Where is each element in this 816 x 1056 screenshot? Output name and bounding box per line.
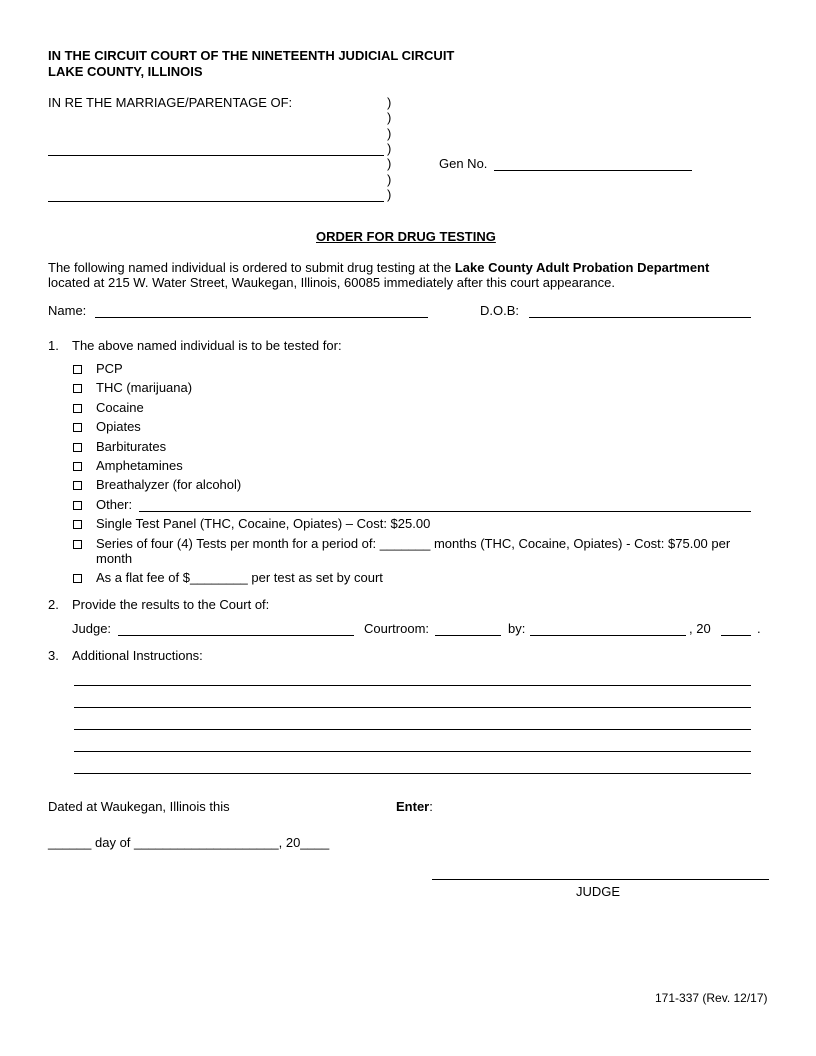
section-2-number: 2.	[48, 597, 59, 612]
paren: )	[387, 126, 392, 141]
paren: )	[387, 95, 392, 110]
checkbox-single-test-panel[interactable]	[73, 520, 82, 529]
judge-signature-label: JUDGE	[576, 884, 621, 899]
option-label: Barbiturates	[96, 439, 167, 454]
series-label: Series of four (4) Tests per month for a period of: _______ months (THC, Cocaine, Opiates) - Cost: $75.00 per	[96, 536, 731, 551]
intro-text: The following named individual is ordered to submit drug testing at the	[48, 260, 455, 275]
series-label-cont: month	[96, 551, 133, 566]
instructions-line[interactable]	[74, 707, 751, 708]
flat-fee-label: As a flat fee of $________ per test as set by court	[96, 570, 383, 585]
dob-label: D.O.B:	[480, 303, 520, 318]
name-label: Name:	[48, 303, 87, 318]
option-label: THC (marijuana)	[96, 380, 193, 395]
paren: )	[387, 172, 392, 187]
checkbox-flat-fee[interactable]	[73, 574, 82, 583]
courtroom-line[interactable]	[435, 635, 501, 636]
checkbox-amphetamines[interactable]	[73, 462, 82, 471]
period: .	[757, 621, 761, 636]
section-1-heading: The above named individual is to be tested for:	[72, 338, 342, 353]
intro-line-1	[48, 260, 709, 276]
enter-colon: :	[429, 799, 433, 814]
gen-no-line[interactable]	[494, 170, 692, 171]
option-label: Opiates	[96, 419, 141, 434]
in-re-label: IN RE THE MARRIAGE/PARENTAGE OF:	[48, 95, 293, 110]
party-2-line[interactable]	[48, 201, 384, 202]
county-name: LAKE COUNTY, ILLINOIS	[48, 64, 203, 79]
option-label: Single Test Panel (THC, Cocaine, Opiates) – Cost: $25.00	[96, 516, 431, 531]
name-line[interactable]	[95, 317, 428, 318]
instructions-line[interactable]	[74, 773, 751, 774]
form-number: 171-337 (Rev. 12/17)	[655, 991, 768, 1005]
paren: )	[387, 110, 392, 125]
option-label: Amphetamines	[96, 458, 183, 473]
instructions-line[interactable]	[74, 751, 751, 752]
court-name: IN THE CIRCUIT COURT OF THE NINETEENTH JUDICIAL CIRCUIT	[48, 48, 455, 63]
party-1-line[interactable]	[48, 155, 384, 156]
checkbox-other[interactable]	[73, 501, 82, 510]
checkbox-breathalyzer[interactable]	[73, 481, 82, 490]
by-label: by:	[508, 621, 526, 636]
enter-word: Enter	[396, 799, 430, 814]
instructions-line[interactable]	[74, 729, 751, 730]
section-3-number: 3.	[48, 648, 59, 663]
intro-line-2: located at 215 W. Water Street, Waukegan, Illinois, 60085 immediately after this court appearance.	[48, 275, 615, 290]
day-of-line[interactable]: ______ day of ____________________, 20____	[48, 835, 330, 850]
enter-label	[396, 799, 433, 815]
paren: )	[387, 156, 392, 171]
checkbox-thc[interactable]	[73, 384, 82, 393]
year-line[interactable]	[721, 635, 751, 636]
gen-no-label: Gen No.	[439, 156, 488, 171]
checkbox-opiates[interactable]	[73, 423, 82, 432]
year-prefix: , 20	[689, 621, 711, 636]
other-line[interactable]	[139, 511, 751, 512]
paren: )	[387, 187, 392, 202]
courtroom-label: Courtroom:	[364, 621, 430, 636]
checkbox-series-tests[interactable]	[73, 540, 82, 549]
dob-line[interactable]	[529, 317, 751, 318]
checkbox-pcp[interactable]	[73, 365, 82, 374]
judge-label: Judge:	[72, 621, 112, 636]
paren: )	[387, 141, 392, 156]
section-2-heading: Provide the results to the Court of:	[72, 597, 270, 612]
option-label: Cocaine	[96, 400, 144, 415]
section-1-number: 1.	[48, 338, 59, 353]
option-label: Other:	[96, 497, 133, 512]
by-date-line[interactable]	[530, 635, 686, 636]
option-label: Breathalyzer (for alcohol)	[96, 477, 242, 492]
judge-signature-line[interactable]	[432, 879, 769, 880]
instructions-line[interactable]	[74, 685, 751, 686]
checkbox-cocaine[interactable]	[73, 404, 82, 413]
checkbox-barbiturates[interactable]	[73, 443, 82, 452]
probation-dept: Lake County Adult Probation Department	[454, 260, 710, 275]
judge-line[interactable]	[118, 635, 354, 636]
option-label: PCP	[96, 361, 123, 376]
section-3-heading: Additional Instructions:	[72, 648, 203, 663]
page-title: ORDER FOR DRUG TESTING	[316, 229, 496, 244]
dated-label: Dated at Waukegan, Illinois this	[48, 799, 230, 814]
